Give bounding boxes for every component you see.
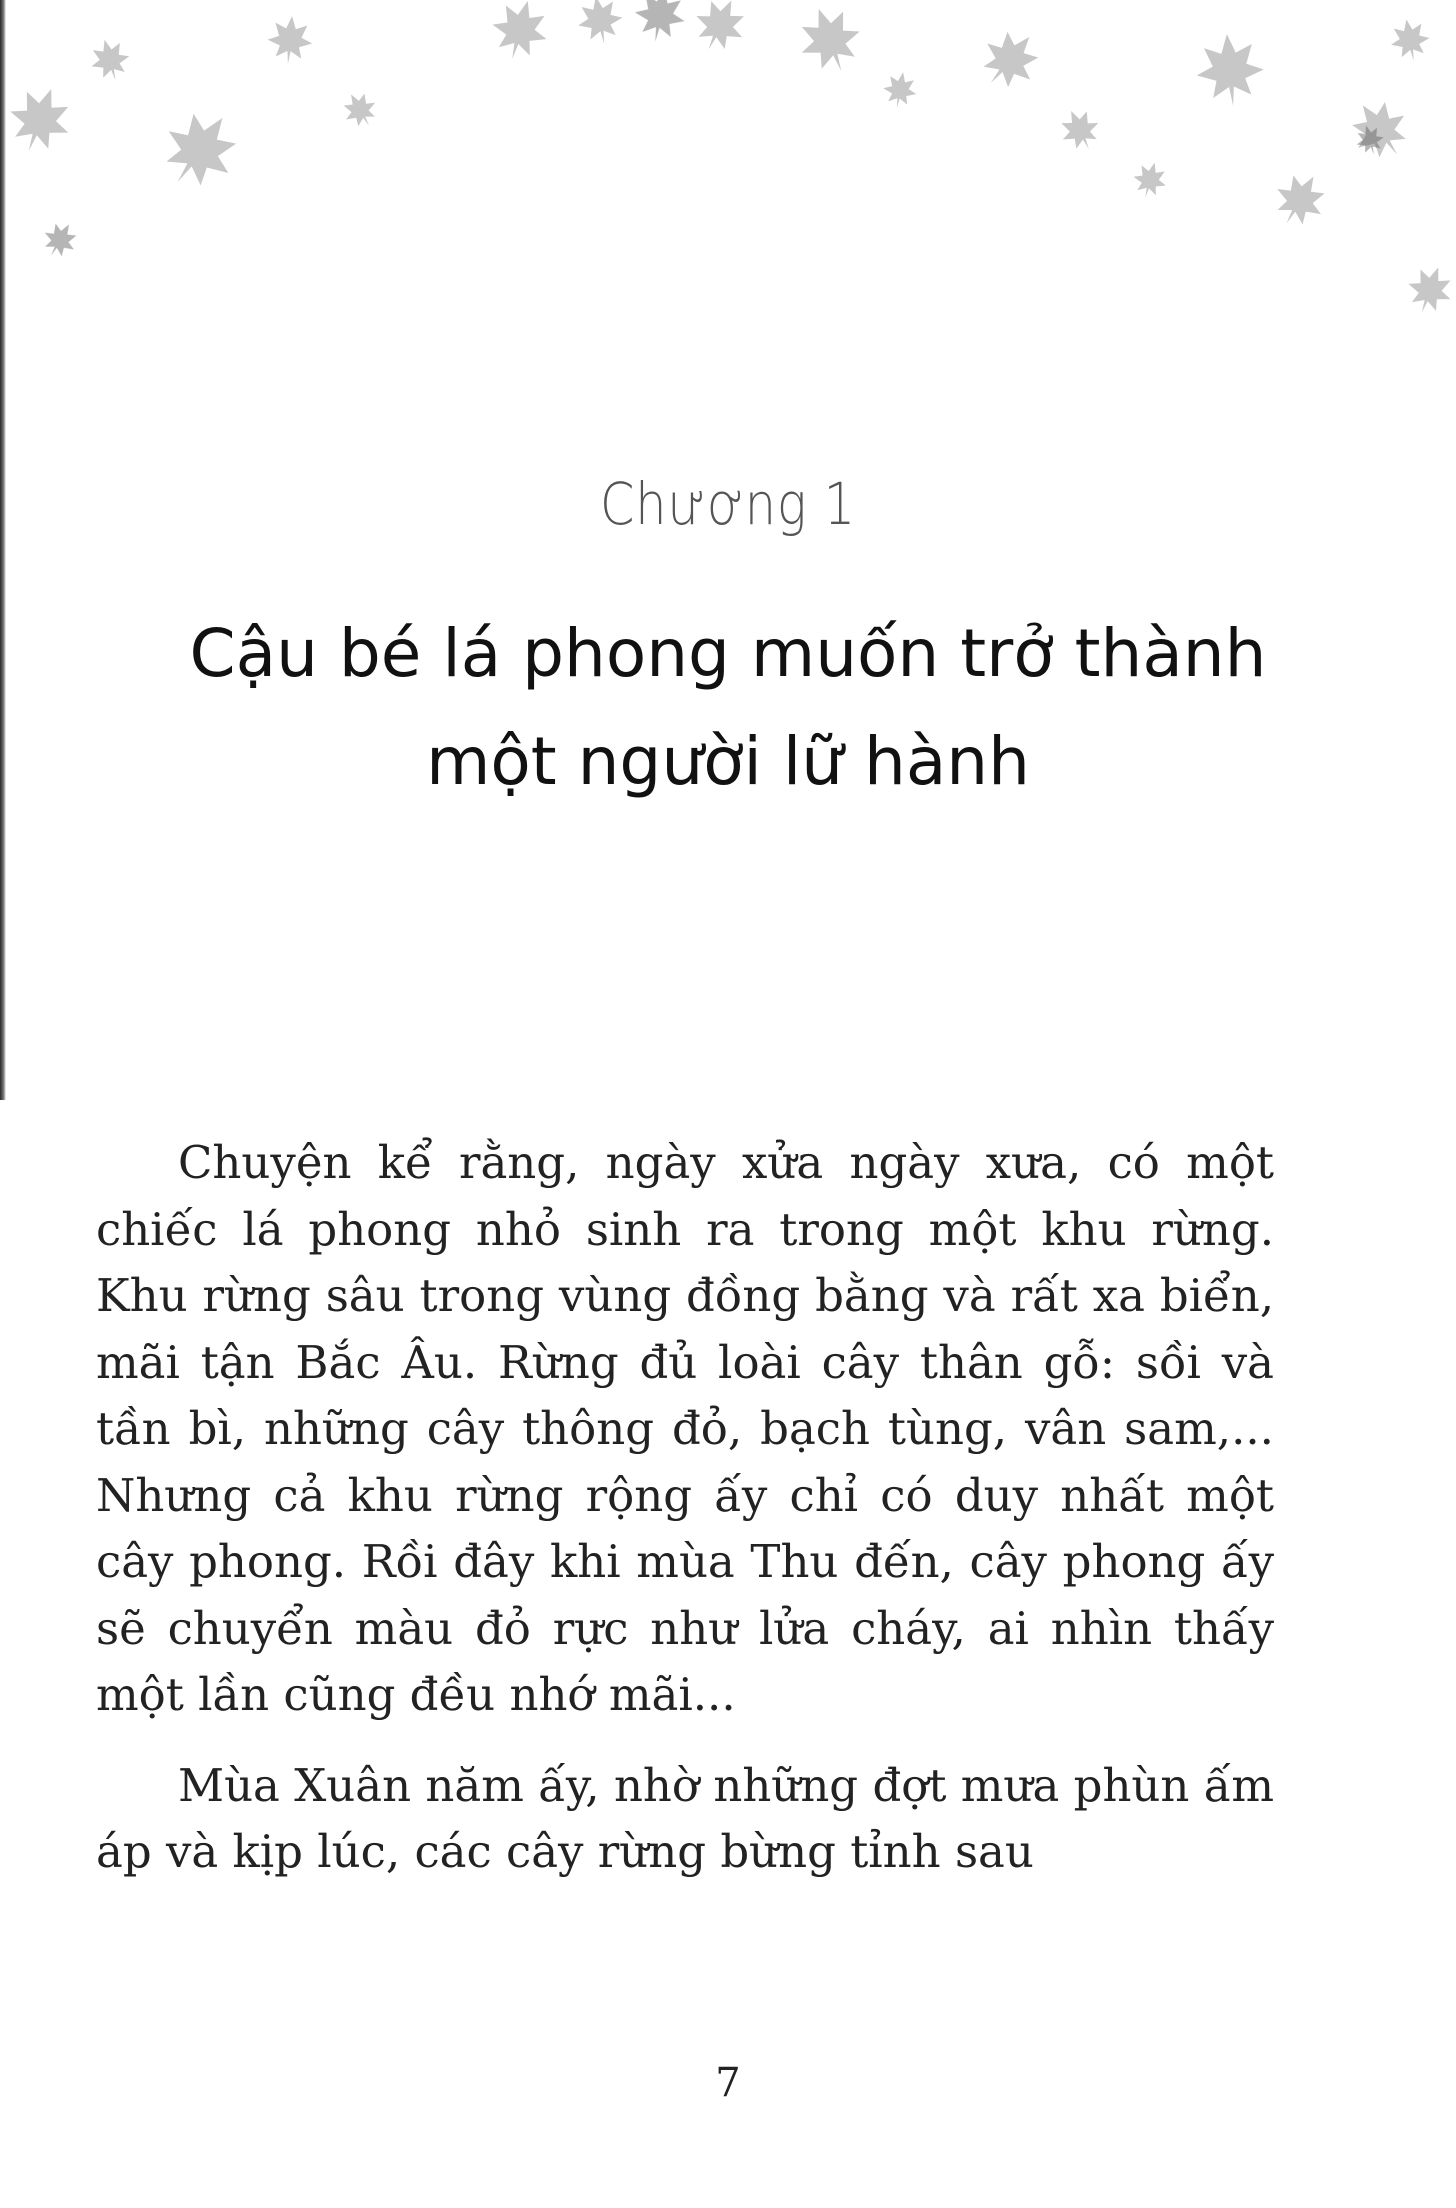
chapter-label: Chương 1 [599,470,857,538]
page-number: 7 [715,2060,741,2106]
paragraph: Mùa Xuân năm ấy, nhờ những đợt mưa phùn ấm áp và kịp lúc, các cây rừng bừng tỉnh sau [96,1758,1274,1878]
maple-leaves-decoration [0,0,1456,340]
chapter-title [80,600,1376,816]
chapter-title-line-2: một người lữ hành [426,723,1030,800]
paragraph: Chuyện kể rằng, ngày xửa ngày xưa, có một chiếc lá phong nhỏ sinh ra trong một khu rừng. Khu rừng sâu trong vùng đồng bằng và rất xa biển, mãi tận Bắc Âu. Rừng đủ loài cây thân gỗ: sồi và tần bì, những cây thông đỏ, bạch tùng, vân sam,... Nhưng cả khu rừng rộng ấy chỉ có duy nhất một cây phong. Rồi đây khi mùa Thu đến, cây phong ấy sẽ chuyển màu đỏ rực như lửa cháy, ai nhìn thấy một lần cũng đều nhớ mãi... [96,1136,1274,1721]
chapter-title-line-1: Cậu bé lá phong muốn trở thành [189,615,1267,692]
body-text [96,1130,1274,1910]
